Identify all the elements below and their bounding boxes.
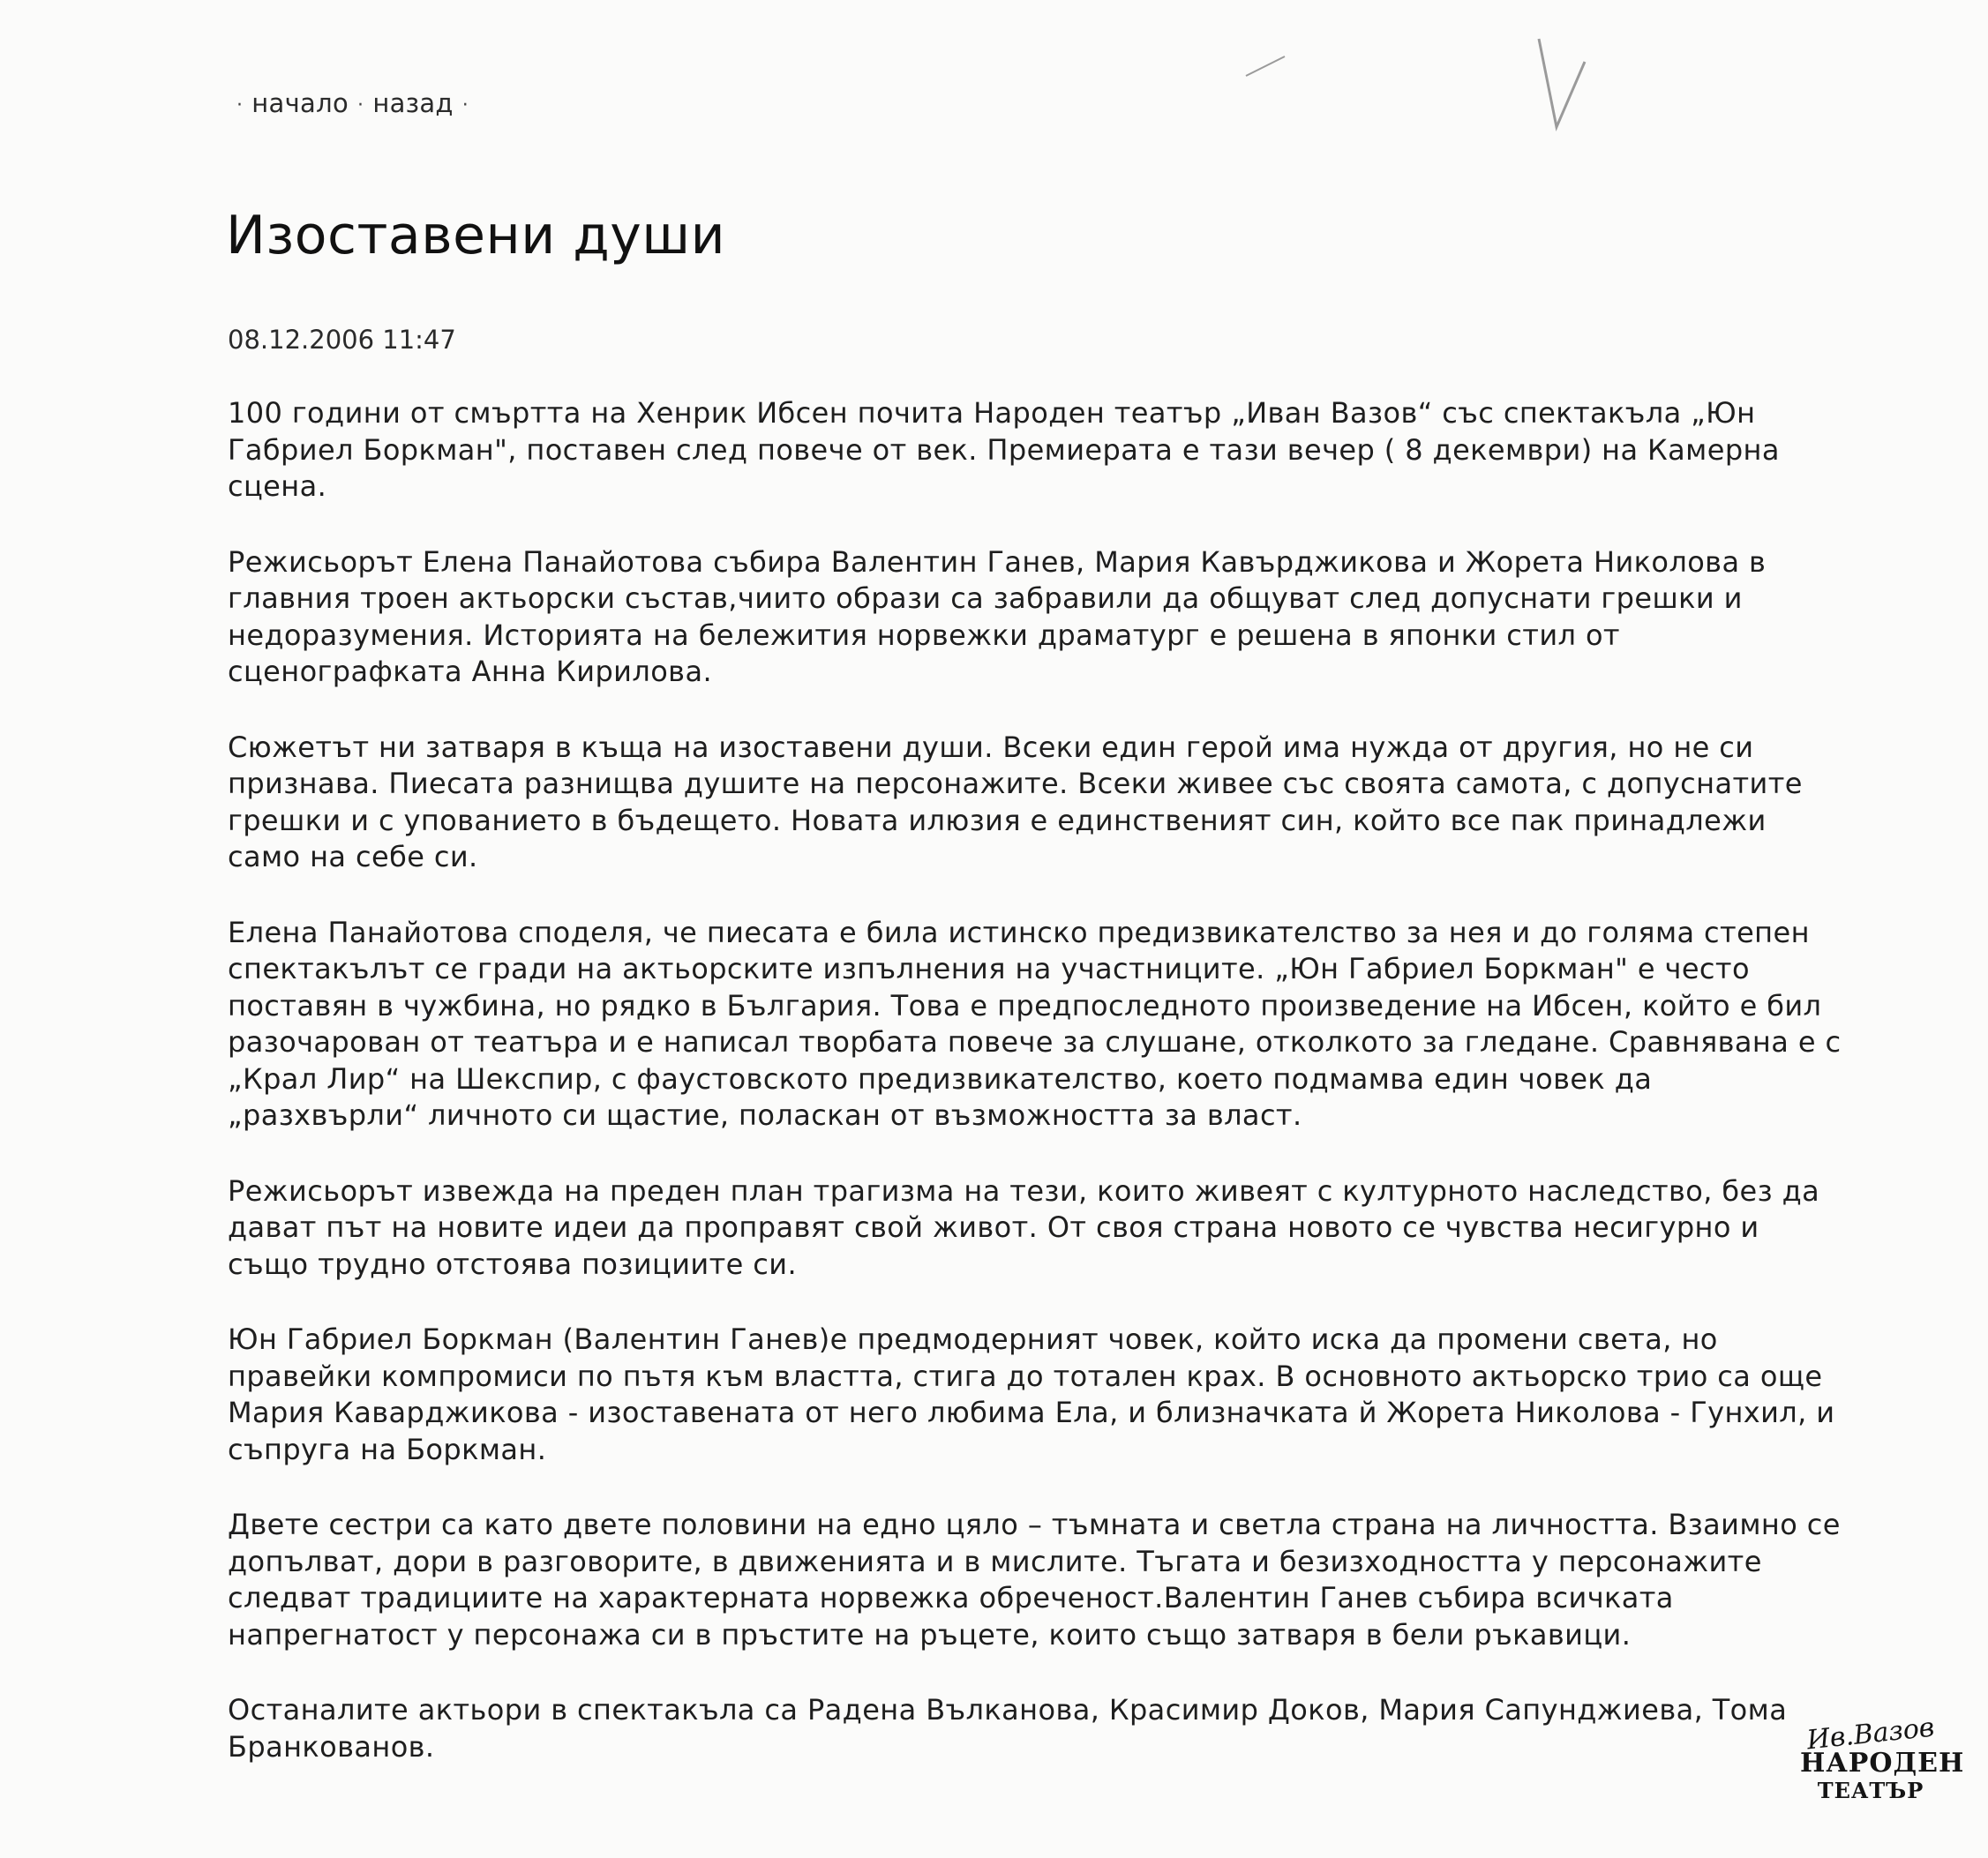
nav-link-back[interactable]: назад — [372, 88, 454, 118]
pen-mark-decoration — [1244, 53, 1288, 79]
stamp-signature: Ив.Вазов — [1805, 1712, 1936, 1757]
pen-mark-decoration — [1535, 35, 1588, 132]
article-paragraph: Режисьорът Елена Панайотова събира Валентин Ганев, Мария Кавърджикова и Жорета Николова в главния троен актьорски състав,чиито образи са забравили да общуват след допуснати грешки и недоразумения. Историята на бележития норвежки драматург е решена в японки стил от сценографката Анна Кирилова. — [228, 544, 1767, 688]
article-paragraph: Режисьорът извежда на преден план трагизма на тези, които живеят с културното наследство, без да дават път на новите идеи да проправят свой живот. От своя страна новото се чувства несигурно и също трудно отстоява позициите си. — [228, 1173, 1820, 1281]
bullet-separator: · — [357, 94, 364, 116]
article-paragraph: Двете сестри са като двете половини на едно цяло – тъмната и светла страна на личността. Взаимно се допълват, дори в разговорите, в движенията и в мислите. Тъгата и безизходността у персонажите следват традициите на характерната норвежка обреченост.Валентин Ганев събира всичката напрегнатост у персонажа си в пръстите на ръцете, които също затваря в бели ръкавици. — [228, 1508, 1841, 1652]
article-body — [228, 395, 1842, 1804]
article-paragraph: Юн Габриел Боркман (Валентин Ганев)е предмодерният човек, който иска да промени света, но правейки компромиси по пътя към властта, стига до тотален крах. В основното актьорско трио са още Мария Каварджикова - изоставената от него любима Ела, и близначката й Жорета Николова - Гунхил, и съпруга на Боркман. — [228, 1322, 1835, 1466]
theatre-logo-stamp — [1800, 1712, 1965, 1817]
publish-date: 08.12.2006 11:47 — [228, 325, 456, 355]
breadcrumb-nav — [228, 88, 477, 118]
article-paragraph: 100 години от смъртта на Хенрик Ибсен почита Народен театър „Иван Вазов“ със спектакъла „Юн Габриел Боркман", поставен след повече от век. Премиерата е тази вечер ( 8 декември) на Камерна сцена. — [228, 396, 1780, 503]
bullet-separator: · — [461, 94, 469, 116]
article-paragraph: Останалите актьори в спектакъла са Радена Вълканова, Красимир Доков, Мария Сапунджиева, Тома Бранкованов. — [228, 1693, 1788, 1764]
article-title: Изоставени души — [226, 205, 726, 266]
article-paragraph: Елена Панайотова споделя, че пиесата е била истинско предизвикателство за нея и до голяма степен спектакълът се гради на актьорските изпълнения на участниците. „Юн Габриел Боркман" е често поставян в чужбина, но рядко в България. Това е предпоследното произведение на Ибсен, който е бил разочарован от театъра и е написал творбата повече за слушане, отколкото за гледане. Сравнявана е с „Крал Лир“ на Шекспир, с фаустовското предизвикателство, което подмамва един човек да „разхвърли“ личното си щастие, поласкан от възможността за власт. — [228, 915, 1842, 1132]
stamp-line-2: ТЕАТЪР — [1817, 1778, 1924, 1803]
bullet-separator: · — [236, 94, 244, 116]
stamp-line-1: НАРОДЕН — [1800, 1748, 1965, 1779]
nav-link-home[interactable]: начало — [251, 88, 349, 118]
article-paragraph: Сюжетът ни затваря в къща на изоставени души. Всеки един герой има нужда от другия, но не си признава. Пиесата разнищва душите на персонажите. Всеки живее със своята самота, с допуснатите грешки и с упованието в бъдещето. Новата илюзия е единственият син, който все пак принадлежи само на себе си. — [228, 730, 1803, 873]
